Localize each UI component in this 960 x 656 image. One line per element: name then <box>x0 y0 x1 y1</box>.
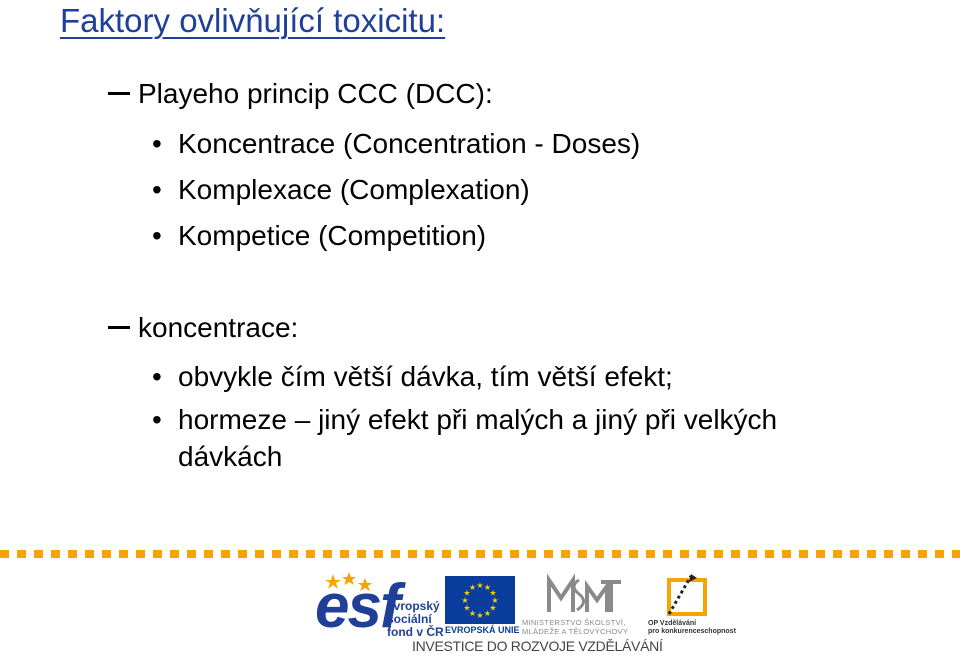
divider-dot <box>187 550 196 558</box>
op-line: OP Vzdělávání <box>648 620 697 627</box>
list-item-text: Kompetice (Competition) <box>178 220 487 251</box>
bullet-icon: • <box>152 220 162 251</box>
msmt-m-icon <box>549 580 573 612</box>
eu-star-icon: ★ <box>483 608 492 618</box>
divider-dot <box>527 550 536 558</box>
section-heading-2 <box>108 312 298 344</box>
divider-dot <box>221 550 230 558</box>
list-item <box>152 219 486 253</box>
divider-dot <box>765 550 774 558</box>
divider-dot <box>612 550 621 558</box>
divider-dot <box>459 550 468 558</box>
divider-dot <box>850 550 859 558</box>
divider-dot <box>391 550 400 558</box>
section-heading-text: Playeho princip CCC (DCC): <box>138 78 493 109</box>
list-item-text: Komplexace (Complexation) <box>178 174 530 205</box>
msmt-m2-icon <box>587 586 607 612</box>
divider-dot <box>476 550 485 558</box>
eu-star-icon: ★ <box>463 588 471 598</box>
msmt-label <box>522 618 628 636</box>
list-item <box>152 360 673 394</box>
divider-dot <box>153 550 162 558</box>
divider-dot <box>85 550 94 558</box>
divider-dot <box>867 550 876 558</box>
divider-dot <box>17 550 26 558</box>
msmt-t-icon <box>601 582 621 612</box>
divider-dot <box>238 550 247 558</box>
esf-sub-line: evropský <box>387 599 440 613</box>
bullet-icon: • <box>152 128 162 159</box>
investice-tagline: INVESTICE DO ROZVOJE VZDĚLÁVÁNÍ <box>412 638 663 654</box>
divider-dot <box>119 550 128 558</box>
eu-star-icon: ★ <box>489 588 497 598</box>
divider-dot <box>697 550 706 558</box>
divider-dot <box>884 550 893 558</box>
divider-dot <box>442 550 451 558</box>
orange-dotted-divider <box>0 550 960 558</box>
op-logo <box>665 574 715 618</box>
divider-dot <box>680 550 689 558</box>
divider-dot <box>306 550 315 558</box>
list-item-text: obvykle čím větší dávka, tím větší efekt; <box>178 361 673 392</box>
divider-dot <box>918 550 927 558</box>
op-line: pro konkurenceschopnost <box>648 628 736 635</box>
eu-star-icon: ★ <box>461 596 469 605</box>
divider-dot <box>0 550 9 558</box>
divider-dot <box>578 550 587 558</box>
divider-dot <box>425 550 434 558</box>
msmt-logo-graphic <box>543 572 623 618</box>
dash-marker <box>108 326 130 329</box>
divider-dot <box>816 550 825 558</box>
section-heading-1 <box>108 78 493 110</box>
eu-star-icon: ★ <box>476 611 484 620</box>
divider-dot <box>901 550 910 558</box>
list-item <box>152 173 530 207</box>
divider-dot <box>748 550 757 558</box>
slide-title: Faktory ovlivňující toxicitu: <box>60 2 446 39</box>
divider-dot <box>663 550 672 558</box>
section-heading-text: koncentrace: <box>138 312 299 343</box>
divider-dot <box>714 550 723 558</box>
list-item-text: Koncentrace (Concentration - Doses) <box>178 128 641 159</box>
divider-dot <box>782 550 791 558</box>
op-logo-graphic <box>665 574 715 618</box>
divider-dot <box>255 550 264 558</box>
eu-star-icon: ★ <box>491 596 499 605</box>
bullet-icon: • <box>152 361 162 392</box>
divider-dot <box>289 550 298 558</box>
divider-dot <box>544 550 553 558</box>
divider-dot <box>51 550 60 558</box>
divider-dot <box>136 550 145 558</box>
bullet-icon: • <box>152 174 162 205</box>
divider-dot <box>629 550 638 558</box>
esf-logo-text: esf <box>315 572 399 641</box>
divider-dot <box>357 550 366 558</box>
divider-dot <box>102 550 111 558</box>
eu-star-icon: ★ <box>489 603 497 613</box>
divider-dot <box>493 550 502 558</box>
divider-dot <box>374 550 383 558</box>
eu-label: EVROPSKÁ UNIE <box>445 625 520 635</box>
op-square-icon <box>669 580 705 614</box>
eu-star-icon: ★ <box>476 581 484 590</box>
divider-dot <box>799 550 808 558</box>
esf-sub-line: fond v ČR <box>387 625 444 639</box>
bullet-icon: • <box>152 404 162 435</box>
divider-dot <box>646 550 655 558</box>
divider-dot <box>323 550 332 558</box>
divider-dot <box>68 550 77 558</box>
eu-star-icon: ★ <box>468 583 477 593</box>
eu-star-icon: ★ <box>463 603 471 613</box>
divider-dot <box>731 550 740 558</box>
msmt-line: MINISTERSTVO ŠKOLSTVÍ, <box>522 618 626 627</box>
list-item <box>152 127 640 161</box>
list-item-continuation: dávkách <box>178 441 283 472</box>
esf-sub-line: sociální <box>387 612 432 626</box>
divider-dot <box>272 550 281 558</box>
divider-dot <box>561 550 570 558</box>
eu-stars <box>445 576 515 624</box>
eu-flag <box>445 576 515 624</box>
msmt-logo <box>543 572 623 618</box>
msmt-line: MLÁDEŽE A TĚLOVÝCHOVY <box>522 627 629 636</box>
msmt-s-icon <box>574 580 584 610</box>
divider-dot <box>340 550 349 558</box>
divider-dot <box>952 550 960 558</box>
eu-star-icon: ★ <box>468 608 477 618</box>
op-label <box>648 620 736 636</box>
eu-star-icon: ★ <box>483 583 492 593</box>
divider-dot <box>510 550 519 558</box>
divider-dot <box>170 550 179 558</box>
divider-dot <box>833 550 842 558</box>
list-item-text: hormeze – jiný efekt při malých a jiný při velkých <box>178 404 778 435</box>
divider-dot <box>408 550 417 558</box>
list-item <box>152 403 777 437</box>
divider-dot <box>595 550 604 558</box>
divider-dot <box>204 550 213 558</box>
divider-dot <box>935 550 944 558</box>
dash-marker <box>108 92 130 95</box>
divider-dot <box>34 550 43 558</box>
esf-logo <box>315 568 445 641</box>
